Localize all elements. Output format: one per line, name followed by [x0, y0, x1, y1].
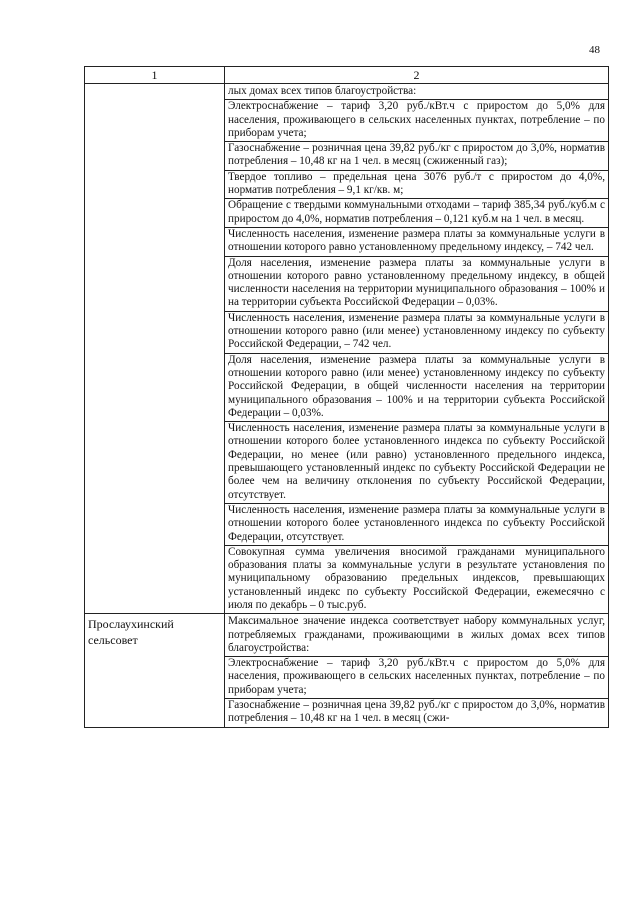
paragraph: Численность населения, изменение размера платы за коммунальные услуги в отношении которого равно установленному предельному индексу, – 742 чел.: [225, 227, 608, 256]
territory-cell: Прослаухинский сельсовет: [85, 614, 225, 727]
paragraph: Твердое топливо – предельная цена 3076 руб./т с приростом до 4,0%, норматив потребления – 9,1 кг/кв. м;: [225, 170, 608, 199]
territory-cell: [85, 84, 225, 614]
paragraph: Газоснабжение – розничная цена 39,82 руб./кг с приростом до 3,0%, норматив потребления – 10,48 кг на 1 чел. в месяц (сжиженный газ);: [225, 141, 608, 170]
document-table: [84, 66, 609, 728]
paragraph: Электроснабжение – тариф 3,20 руб./кВт.ч с приростом до 5,0% для населения, проживающего в сельских населенных пунктах, потребление – по приборам учета;: [225, 656, 608, 698]
paragraph: Доля населения, изменение размера платы за коммунальные услуги в отношении которого равно установленному предельному индексу, в общей численности населения на территории муниципального образования – 100% и на территории субъекта Российской Федерации – 0,03%.: [225, 256, 608, 311]
paragraph: Электроснабжение – тариф 3,20 руб./кВт.ч с приростом до 5,0% для населения, проживающего в сельских населенных пунктах, потребление – по приборам учета;: [225, 99, 608, 141]
paragraph: Обращение с твердыми коммунальными отходами – тариф 385,34 руб./куб.м с приростом до 4,0%, норматив потребления – 0,121 куб.м на 1 чел. в месяц.: [225, 198, 608, 227]
paragraph: Максимальное значение индекса соответствует набору коммунальных услуг, потребляемых гражданами, проживающими в жилых домах всех типов благоустройства:: [228, 615, 605, 654]
description-cell: [225, 614, 609, 727]
paragraph: лых домах всех типов благоустройства:: [228, 85, 417, 97]
paragraph: Газоснабжение – розничная цена 39,82 руб./кг с приростом до 3,0%, норматив потребления – 10,48 кг на 1 чел. в месяц (сжи-: [225, 698, 608, 727]
paragraph: Доля населения, изменение размера платы за коммунальные услуги в отношении которого равно (или менее) установленному индексу по субъекту Российской Федерации, в общей численности населения на территории муниципального образования – 100% и на территории субъекта Российской Федерации – 0,03%.: [225, 353, 608, 421]
table-row: [85, 614, 609, 727]
table-header-row: [85, 67, 609, 84]
column-header-2: 2: [225, 67, 609, 84]
paragraph: Численность населения, изменение размера платы за коммунальные услуги в отношении которого более установленного индекса по субъекту Российской Федерации, но менее (или равно) установленного предельного индекса, превышающего установленный индекс по субъекту Российской Федерации не более чем на величину отклонения по субъекту Российской Федерации, отсутствует.: [225, 421, 608, 503]
paragraph: Совокупная сумма увеличения вносимой гражданами муниципального образования платы за коммунальные услуги в результате установления по муниципальному образованию предельных индексов, превышающих установленный индекс по субъекту Российской Федерации, ежемесячно с июля по декабрь – 0 тыс.руб.: [225, 545, 608, 613]
table-row: [85, 84, 609, 614]
paragraph: Численность населения, изменение размера платы за коммунальные услуги в отношении которого более установленного индекса по субъекту Российской Федерации, отсутствует.: [225, 503, 608, 545]
paragraph: Численность населения, изменение размера платы за коммунальные услуги в отношении которого равно (или менее) установленному индексу по субъекту Российской Федерации, – 742 чел.: [225, 311, 608, 353]
description-cell: [225, 84, 609, 614]
column-header-1: 1: [85, 67, 225, 84]
page-number: 48: [589, 44, 600, 56]
